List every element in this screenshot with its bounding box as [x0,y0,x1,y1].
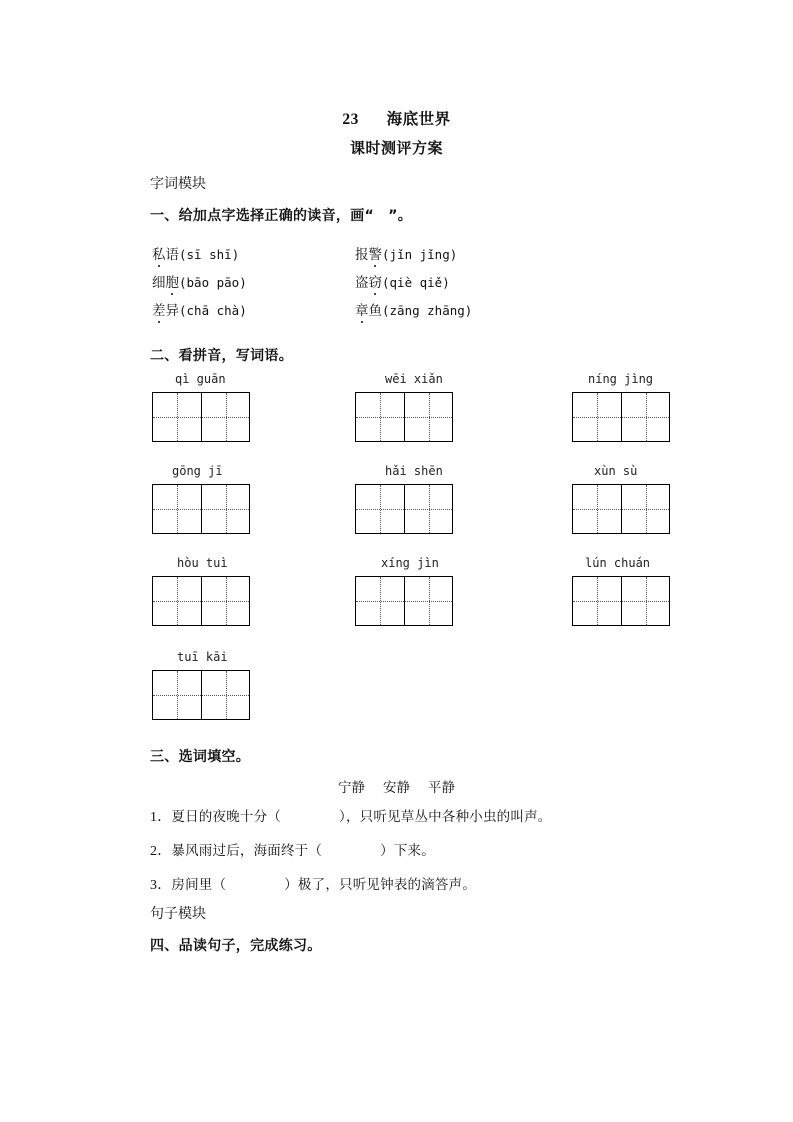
tianzige-cell[interactable] [573,577,621,625]
module-heading-sentences: 句子模块 [150,906,206,922]
tianzige-cell[interactable] [573,485,621,533]
pinyin-label-qiguan: qì guān [175,372,226,386]
tianzige-cell[interactable] [201,671,249,719]
choice-item-daoqie[interactable]: 盗窃(qiè qiě) [355,271,450,292]
plain-char: 盗 [355,275,369,291]
tianzige-cell[interactable] [404,485,452,533]
pinyin-label-houtui: hòu tuì [177,556,228,570]
fill-sentence-2 [150,839,435,860]
dotted-char: 窃 [369,271,383,291]
lesson-number: 23 [342,111,359,128]
pinyin-label-tuikai: tuī kāi [177,650,228,664]
tianzige-xingjin[interactable] [355,576,453,626]
plain-char: 异 [165,303,179,319]
dotted-char: 警 [369,243,383,263]
tianzige-cell[interactable] [356,577,404,625]
pinyin-label-weixian: wēi xiǎn [385,372,443,386]
word-bank [0,776,793,796]
dotted-char: 差 [152,299,166,319]
sentence-text-before: 夏日的夜晚十分（ [171,809,282,825]
module-heading-vocabulary: 字词模块 [150,176,206,192]
fill-sentence-3 [150,873,476,894]
pinyin-options[interactable]: qiè qiě [389,275,443,290]
plain-char: 鱼 [368,303,382,319]
pinyin-label-ningjing: níng jìng [588,372,654,386]
sentence-text-after: ）极了，只听见钟表的滴答声。 [284,877,477,893]
tianzige-cell[interactable] [153,393,201,441]
tianzige-cell[interactable] [621,485,669,533]
choice-item-zhangyu[interactable]: 章鱼(zāng zhāng) [355,299,472,320]
word-bank-option-anjing[interactable]: 安静 [383,780,410,796]
fill-sentence-1 [150,805,551,826]
plain-char: 报 [355,247,369,263]
plain-char: 细 [152,275,166,291]
tianzige-cell[interactable] [621,577,669,625]
tianzige-cell[interactable] [356,485,404,533]
tianzige-ningjing[interactable] [572,392,670,442]
pinyin-label-haishen: hǎi shēn [385,464,443,478]
sentence-index: 1． [150,810,172,825]
word-bank-option-ningjing[interactable]: 宁静 [338,780,365,796]
sentence-text-before: 房间里（ [171,877,227,893]
tianzige-houtui[interactable] [152,576,250,626]
pinyin-label-gongji: gōng jī [172,464,223,478]
question-heading-one: 一、给加点字选择正确的读音，画“ ”。 [150,208,413,224]
page-subtitle: 课时测评方案 [349,139,443,157]
pinyin-label-xingjin: xíng jìn [381,556,439,570]
pinyin-options[interactable]: sī shī [186,247,232,262]
tianzige-tuikai[interactable] [152,670,250,720]
sentence-text-before: 暴风雨过后，海面终于（ [171,843,323,859]
choice-item-siyu[interactable]: 私语(sī shī) [152,243,239,264]
tianzige-haishen[interactable] [355,484,453,534]
tianzige-cell[interactable] [201,485,249,533]
tianzige-cell[interactable] [201,393,249,441]
sentence-text-after: ），只听见草丛中各种小虫的叫声。 [339,809,552,825]
dotted-char: 章 [355,299,369,319]
tianzige-cell[interactable] [153,485,201,533]
tianzige-gongji[interactable] [152,484,250,534]
tianzige-cell[interactable] [404,577,452,625]
choice-item-chayi[interactable]: 差异(chā chà) [152,299,247,320]
plain-char: 语 [165,247,179,263]
dotted-char: 胞 [166,271,180,291]
tianzige-cell[interactable] [153,671,201,719]
sentence-text-after: ）下来。 [380,843,435,859]
pinyin-options[interactable]: bāo pāo [186,275,240,290]
pinyin-options[interactable]: jǐn jǐng [389,247,450,262]
pinyin-options[interactable]: zāng zhāng [389,303,465,318]
question-heading-three: 三、选词填空。 [150,749,251,765]
tianzige-lunchuan[interactable] [572,576,670,626]
tianzige-cell[interactable] [356,393,404,441]
pinyin-label-lunchuan: lún chuán [585,556,651,570]
question-heading-two: 二、看拼音，写词语。 [150,348,293,364]
tianzige-cell[interactable] [153,577,201,625]
tianzige-cell[interactable] [621,393,669,441]
tianzige-xunsu[interactable] [572,484,670,534]
pinyin-options[interactable]: chā chà [186,303,240,318]
tianzige-qiguan[interactable] [152,392,250,442]
choice-item-xibao[interactable]: 细胞(bāo pāo) [152,271,247,292]
tianzige-cell[interactable] [404,393,452,441]
lesson-title: 海底世界 [386,110,451,128]
pinyin-label-xunsu: xùn sù [594,464,638,478]
sentence-index: 2． [150,844,172,859]
word-bank-option-pingjing[interactable]: 平静 [428,780,455,796]
sentence-index: 3． [150,878,172,893]
tianzige-weixian[interactable] [355,392,453,442]
tianzige-cell[interactable] [573,393,621,441]
choice-item-baojing[interactable]: 报警(jǐn jǐng) [355,243,457,264]
tianzige-cell[interactable] [201,577,249,625]
question-heading-four: 四、品读句子，完成练习。 [150,938,322,954]
dotted-char: 私 [152,243,166,263]
page-title [0,107,793,129]
